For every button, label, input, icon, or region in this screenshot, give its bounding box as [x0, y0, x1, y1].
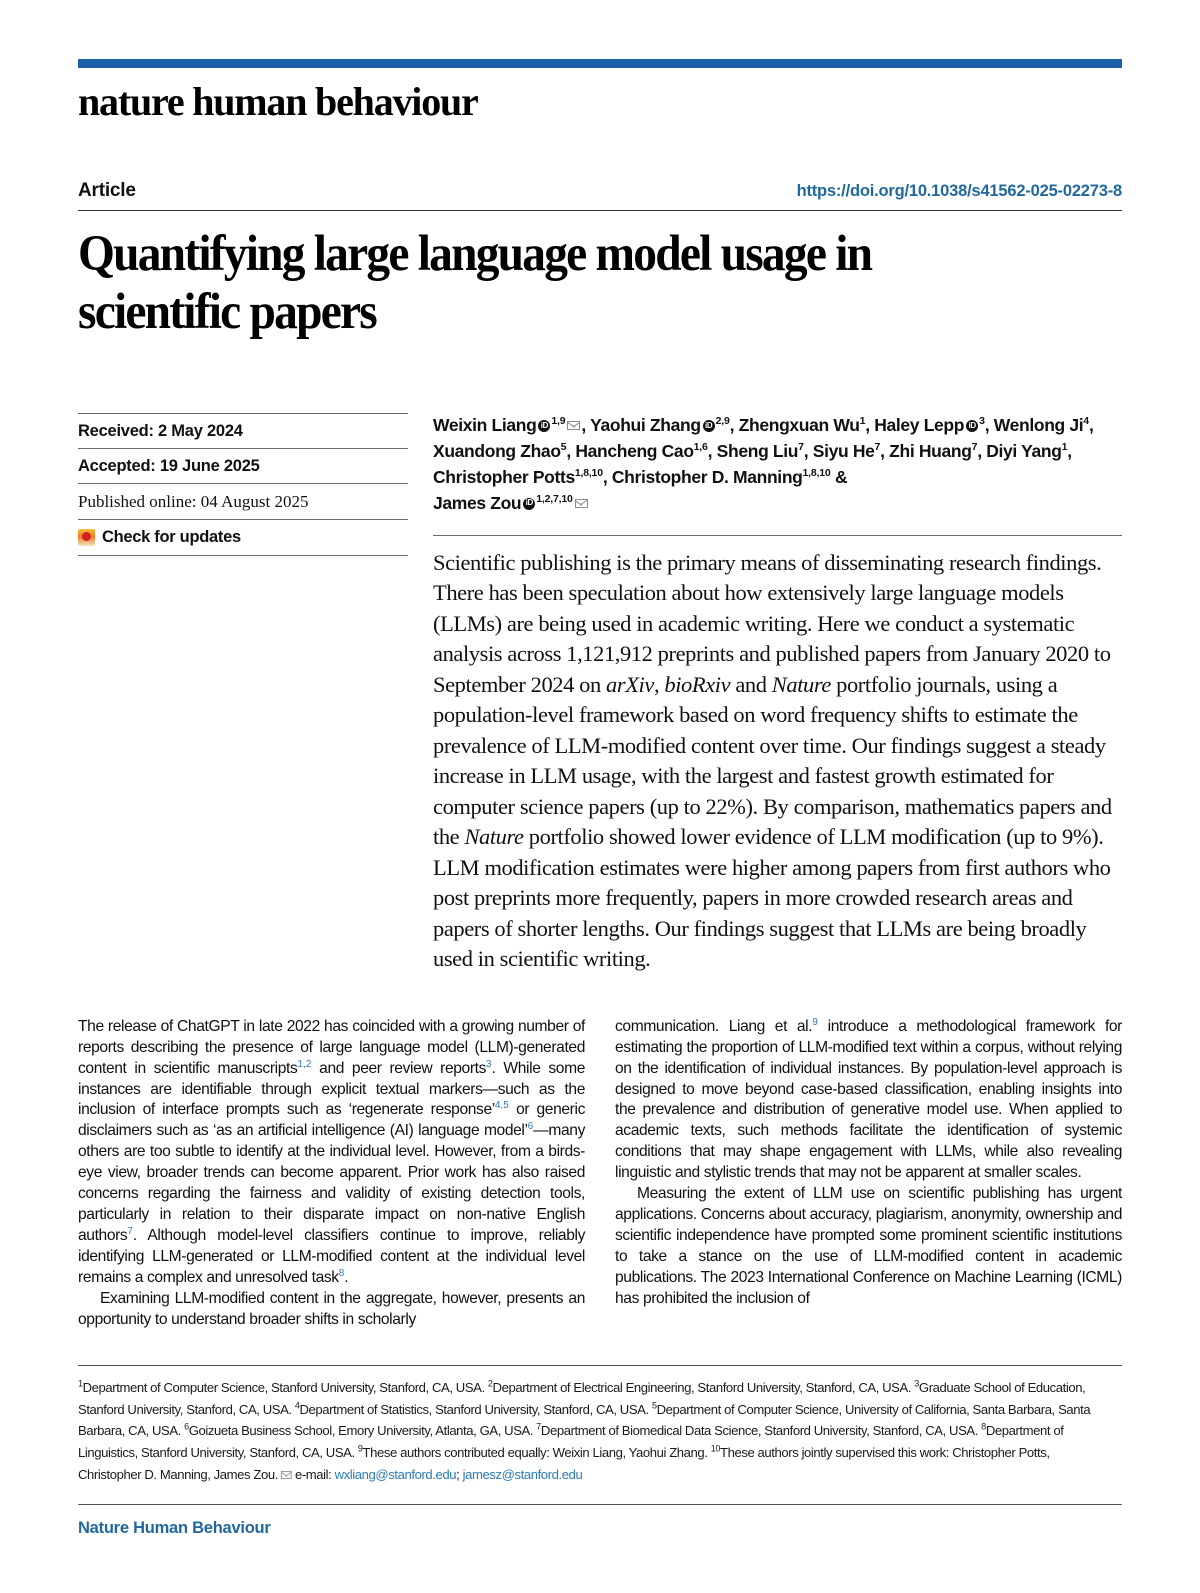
author-xuandong-zhao[interactable]: , Xuandong Zhao: [433, 415, 1094, 462]
text-run: .: [344, 1269, 349, 1287]
orcid-icon[interactable]: [538, 420, 550, 432]
author-wenlong-ji[interactable]: , Wenlong Ji: [984, 415, 1084, 436]
author-affil-sup: 1: [859, 415, 866, 428]
authors-and-abstract-column: [433, 413, 1122, 974]
affiliation-item: Department of Statistics, Stanford University, Stanford, CA, USA.: [299, 1401, 652, 1417]
affil-marker: 3: [914, 1378, 919, 1389]
affil-marker: 6: [184, 1422, 189, 1433]
affiliations-block: [78, 1377, 1106, 1485]
text-run: . While some instances are identifiable through explicit textual markers—such as the inclusion of interface prompts such as ‘regenerate response’: [78, 1059, 586, 1119]
paragraph: Examining LLM-modified content in the aggregate, however, presents an opportunity to understand broader shifts in scholarly: [78, 1290, 585, 1329]
accepted-date: Accepted: 19 June 2025: [78, 448, 408, 483]
published-date: Published online: 04 August 2025: [78, 483, 408, 519]
email-label: e-mail:: [294, 1466, 335, 1482]
envelope-icon[interactable]: [575, 499, 588, 508]
abstract-part: and: [730, 671, 772, 697]
author-affil-sup: 7: [971, 441, 978, 454]
affil-marker: 7: [536, 1422, 541, 1433]
received-date: Received: 2 May 2024: [78, 413, 408, 448]
affil-marker: 4: [294, 1400, 300, 1411]
body-column-right: [615, 1017, 1122, 1332]
author-affil-sup: 1,9: [551, 415, 566, 428]
author-affil-sup: 1: [1061, 441, 1068, 454]
affiliation-item: Department of Biomedical Data Science, Stanford University, Stanford, CA, USA.: [540, 1423, 982, 1439]
author-christopher-potts[interactable]: , Christopher Potts: [433, 441, 1072, 488]
author-diyi-yang[interactable]: , Diyi Yang: [977, 441, 1062, 462]
body-column-left: [78, 1017, 585, 1332]
metadata-and-abstract-row: [78, 413, 1122, 974]
crossmark-icon: [78, 529, 95, 546]
text-run: . Although model-level classifiers continue to improve, reliably identifying LLM-generated or LLM-modified content at the individual level remains a complex and unresolved task: [78, 1227, 585, 1287]
text-run: communication. Liang et al.: [615, 1017, 813, 1035]
author-affil-sup: 1,8,10: [802, 467, 831, 480]
author-zhengxuan-wu[interactable]: , Zhengxuan Wu: [729, 415, 860, 436]
affil-marker: 10: [710, 1443, 720, 1454]
abstract-emphasis-arxiv: arXiv: [606, 671, 654, 697]
author-affil-sup: 2,9: [715, 415, 730, 428]
text-run: —many others are too subtle to identify at the individual level. However, from a birds-eye view, broader trends can become apparent. Prior work has also raised concerns regarding the fairness and validity of existing detection tools, particularly in relation to their disparate impact on non-native English authors: [78, 1122, 585, 1245]
article-bar-divider: [78, 210, 1122, 211]
paragraph: [615, 1017, 1122, 1185]
author-zhi-huang[interactable]: , Zhi Huang: [880, 441, 972, 462]
publication-dates-column: [78, 413, 408, 974]
page-title: Quantifying large language model usage in scientific papers: [78, 226, 872, 340]
author-sheng-liu[interactable]: , Sheng Liu: [707, 441, 799, 462]
author-affil-sup: 1,2,7,10: [536, 493, 573, 506]
author-affil-sup: 1,6: [693, 441, 708, 454]
affiliation-item: Department of Electrical Engineering, Stanford University, Stanford, CA, USA.: [492, 1380, 915, 1396]
affiliation-item: Graduate School of Education, Stanford University, Stanford, CA, USA.: [78, 1380, 1086, 1417]
author-affil-sup: 1,8,10: [574, 467, 603, 480]
email-separator: ;: [456, 1466, 463, 1482]
abstract-part: portfolio journals, using a population-level framework based on word frequency shifts to estimate the prevalence of LLM-modified content over time. Our findings suggest a steady increase in LLM usage, with the largest and fastest growth estimated for computer science papers (up to 22%). By comparison, mathematics papers and the: [433, 671, 1112, 850]
text-run: introduce a methodological framework for estimating the proportion of LLM-modified text within a corpus, without relying on the identification of individual instances. By population-level approach is designed to move beyond case-based classification, enabling insights into the prevalence and distribution of generative model use. When applied to academic texts, such methods facilitate the identification of systemic conditions that may shape engagement with LLMs, while also revealing linguistic and stylistic trends that may not be apparent at smaller scales.: [615, 1017, 1122, 1182]
author-yaohui-zhang[interactable]: , Yaohui Zhang: [581, 415, 701, 436]
citation-ref[interactable]: 1,2: [297, 1058, 312, 1070]
abstract-text: [433, 548, 1122, 975]
affil-marker: 9: [357, 1443, 363, 1454]
author-james-zou[interactable]: James Zou: [433, 492, 522, 513]
author-hancheng-cao[interactable]: , Hancheng Cao: [566, 441, 694, 462]
abstract-part: portfolio showed lower evidence of LLM modification (up to 9%). LLM modification estimates were higher among papers from first authors who post preprints more frequently, papers in more crowded research areas and papers of shorter lengths. Our findings suggest that LLMs are being broadly used in scientific writing.: [433, 824, 1111, 972]
envelope-icon: [281, 1471, 292, 1479]
author-list: [433, 413, 1122, 517]
orcid-icon[interactable]: [703, 420, 715, 432]
article-type-bar: [78, 180, 1122, 202]
author-affil-sup: 5: [560, 441, 567, 454]
citation-ref[interactable]: 3: [486, 1058, 492, 1070]
affiliations-divider: [78, 1365, 1122, 1366]
article-type-label: Article: [78, 180, 136, 201]
affil-marker: 2: [487, 1378, 493, 1389]
email-link-jamesz[interactable]: jamesz@stanford.edu: [462, 1466, 583, 1482]
email-link-wxliang[interactable]: wxliang@stanford.edu: [334, 1466, 457, 1482]
text-run: or generic disclaimers such as ‘as an artificial intelligence (AI) language model’: [78, 1101, 585, 1140]
check-for-updates-label: Check for updates: [102, 528, 241, 547]
footer-divider: [78, 1504, 1122, 1505]
affiliation-item: Department of Computer Science, Stanford University, Stanford, CA, USA.: [82, 1380, 488, 1396]
citation-ref[interactable]: 6: [527, 1121, 534, 1133]
journal-logo: nature human behaviour: [78, 79, 478, 124]
author-weixin-liang[interactable]: Weixin Liang: [433, 415, 537, 436]
citation-ref[interactable]: 9: [812, 1016, 818, 1028]
citation-ref[interactable]: 8: [338, 1268, 345, 1280]
footer-journal-name: Nature Human Behaviour: [78, 1519, 271, 1538]
envelope-icon[interactable]: [567, 421, 580, 430]
equal-contribution-note: These authors contributed equally: Weixin Liang, Yaohui Zhang.: [362, 1445, 711, 1461]
abstract-part: ,: [653, 671, 665, 697]
citation-ref[interactable]: 7: [127, 1226, 133, 1238]
author-affil-sup: 3: [979, 415, 985, 428]
author-haley-lepp[interactable]: , Haley Lepp: [865, 415, 965, 436]
doi-link[interactable]: https://doi.org/10.1038/s41562-025-02273-8: [796, 182, 1122, 200]
affiliation-item: Department of Linguistics, Stanford University, Stanford, CA, USA.: [78, 1423, 1064, 1461]
author-affil-sup: 4: [1083, 415, 1089, 428]
citation-ref[interactable]: 4,5: [494, 1100, 509, 1112]
author-siyu-he[interactable]: , Siyu He: [803, 441, 875, 462]
affil-marker: 5: [651, 1400, 657, 1411]
abstract-part: Scientific publishing is the primary means of disseminating research findings. There has been speculation about how extensively large language models (LLMs) are being used in academic writing. Here we conduct a systematic analysis across 1,121,912 preprints and published papers from January 2020 to September 2024 on: [433, 549, 1111, 697]
abstract-divider: [433, 535, 1122, 536]
supervision-note: These authors jointly supervised this work: Christopher Potts, Christopher D. Manning, James Zou.: [78, 1445, 1050, 1482]
orcid-icon[interactable]: [523, 498, 535, 510]
check-for-updates-button[interactable]: [78, 519, 408, 556]
paragraph: [78, 1017, 585, 1290]
affiliation-item: Goizueta Business School, Emory University, Atlanta, GA, USA.: [188, 1423, 537, 1439]
author-ampersand: &: [830, 467, 848, 488]
abstract-emphasis-nature: Nature: [771, 671, 831, 697]
affil-marker: 1: [78, 1378, 83, 1389]
author-christopher-d-manning[interactable]: , Christopher D. Manning: [602, 467, 803, 488]
abstract-emphasis-biorxiv: bioRxiv: [664, 671, 731, 697]
body-columns: [78, 1017, 1122, 1332]
text-run: and peer review reports: [311, 1059, 487, 1077]
paragraph: Measuring the extent of LLM use on scientific publishing has urgent applications. Concerns about accuracy, plagiarism, anonymity, ownership and scientific independence have prompted some prominent scientific institutions to take a stance on the use of LLM-modified content in academic publications. The 2023 International Conference on Machine Learning (ICML) has prohibited the inclusion of: [615, 1185, 1122, 1308]
affiliation-item: Department of Computer Science, University of California, Santa Barbara, Santa Barbara, CA, USA.: [78, 1401, 1091, 1439]
author-affil-sup: 7: [874, 441, 881, 454]
affil-marker: 8: [981, 1422, 986, 1433]
abstract-emphasis-nature-2: Nature: [464, 824, 524, 850]
text-run: The release of ChatGPT in late 2022 has coincided with a growing number of reports describing the presence of large language model (LLM)-generated content in scientific manuscripts: [78, 1017, 585, 1077]
masthead-accent-bar: [78, 59, 1122, 68]
orcid-icon[interactable]: [966, 420, 978, 432]
author-affil-sup: 7: [798, 441, 804, 454]
